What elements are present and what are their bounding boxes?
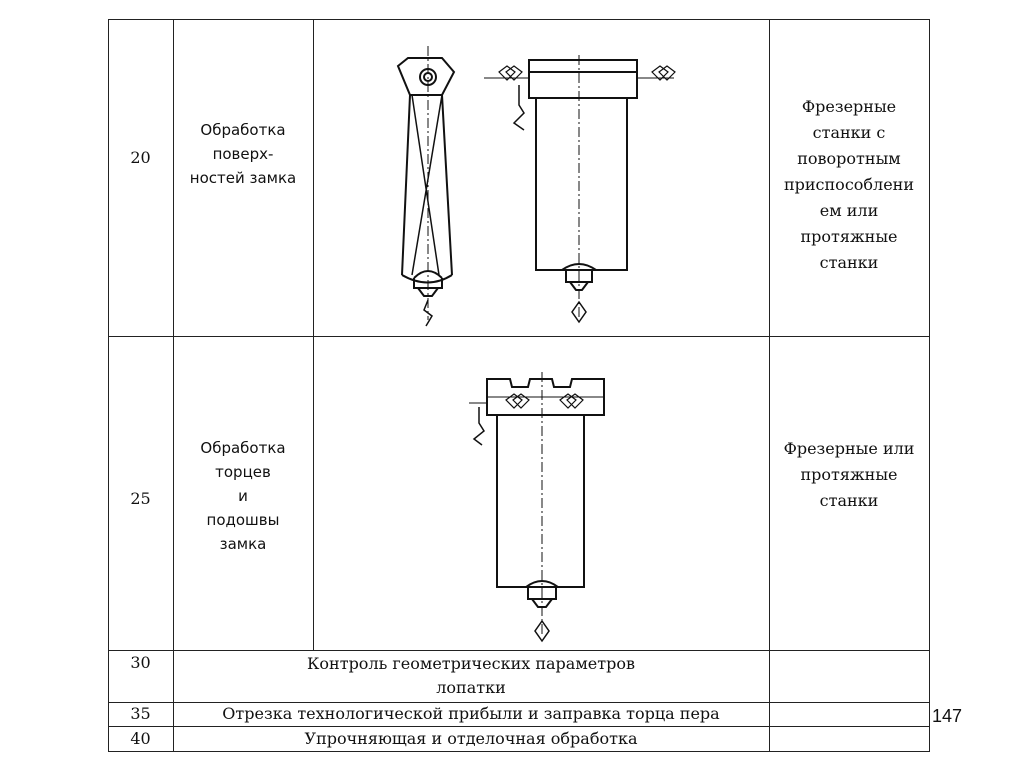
operation-sketch-20 <box>314 20 769 336</box>
operation-name: Обработка поверх- ностей замка <box>189 121 297 187</box>
row-number: 35 <box>130 704 151 723</box>
equipment-description: Фрезерные или протяжные станки <box>783 439 915 510</box>
row-divider <box>108 650 930 651</box>
table-border-bottom <box>108 751 930 752</box>
equipment-description: Фрезерные станки с поворотным приспособлени ем или протяжные станки <box>783 97 914 272</box>
row-number: 40 <box>130 729 151 748</box>
operation-name: Обработка торцев и подошвы замка <box>200 439 286 553</box>
row-number: 30 <box>130 653 151 672</box>
operation-name: Контроль геометрических параметров лопатки <box>307 654 635 697</box>
row-number: 20 <box>130 148 151 167</box>
row-number: 25 <box>130 489 151 508</box>
page-number: 147 <box>932 706 963 726</box>
table-border-left <box>108 19 109 752</box>
operation-name: Отрезка технологической прибыли и заправка торца пера <box>222 704 720 723</box>
table-border-right <box>929 19 930 752</box>
operation-sketch-25 <box>314 337 769 650</box>
operation-name: Упрочняющая и отделочная обработка <box>304 729 638 748</box>
